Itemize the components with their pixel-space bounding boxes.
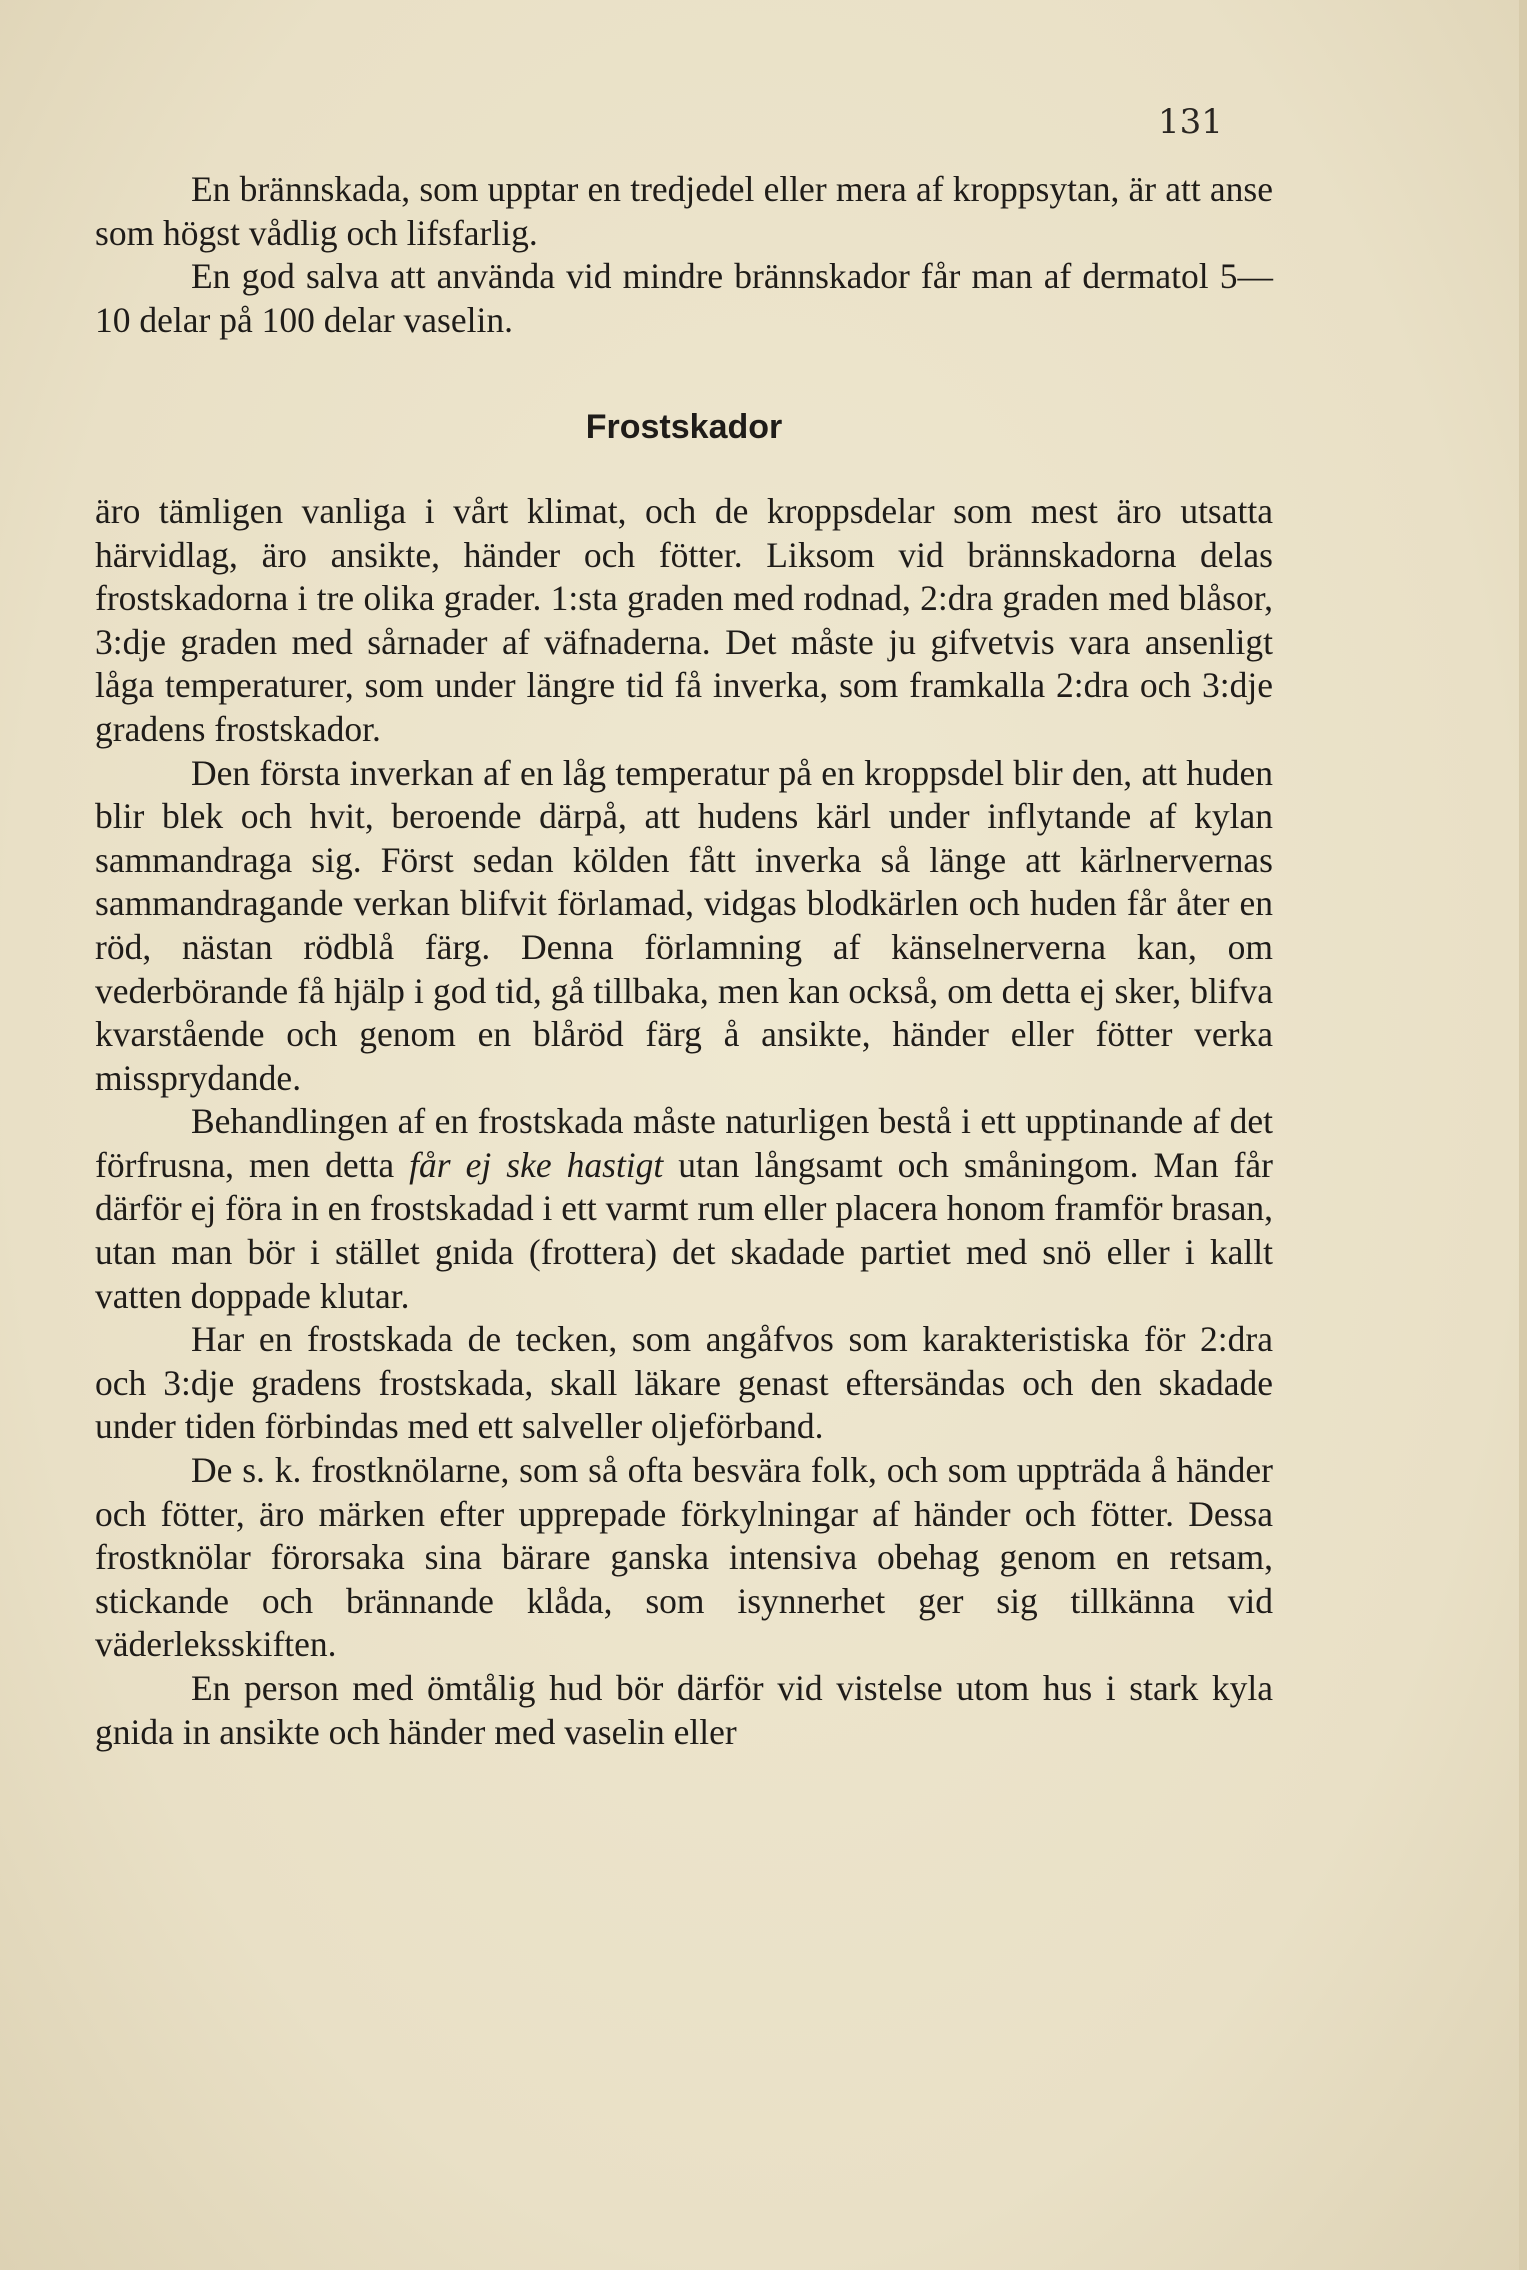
treatment-text-start: Behandlingen af en frostskada måste naturligen bestå i ett upptinande af det förfrusna, men detta bbox=[95, 1101, 1273, 1185]
page-body bbox=[95, 168, 1273, 1754]
paragraph-frostbite-intro: äro tämligen vanliga i vårt klimat, och de kroppsdelar som mest äro utsatta härvidlag, äro ansikte, händer och fötter. Liksom vid brännskadorna delas frostskadorna i tre olika grader. 1:sta graden med rodnad, 2:dra graden med blåsor, 3:dje graden med sårnader af väfnaderna. Det måste ju gifvetvis vara ansenligt låga temperaturer, som under längre tid få inverka, som framkalla 2:dra och 3:dje gradens frostskador. bbox=[95, 490, 1273, 749]
treatment-emphasis: får ej ske hastigt bbox=[409, 1144, 664, 1185]
paragraph-treatment bbox=[95, 1100, 1273, 1318]
paragraph-salve: En god salva att använda vid mindre brännskador får man af dermatol 5—10 delar på 100 delar vaselin. bbox=[95, 256, 1273, 340]
paragraph-first-effect: Den första inverkan af en låg temperatur på en kroppsdel blir den, att huden blir blek och hvit, beroende därpå, att hudens kärl under inflytande af kylan sammandraga sig. Först sedan kölden fått inverka så länge att kärlnervernas sammandragande verkan blifvit förlamad, vidgas blodkärlen och huden får åter en röd, nästan rödblå färg. Denna förlamning af känselnerverna kan, om vederbörande få hjälp i god tid, gå tillbaka, men kan också, om detta ej sker, blifva kvarstående och genom en blåröd färg å ansikte, händer eller fötter verka missprydande. bbox=[95, 752, 1273, 1098]
paragraph-doctor: Har en frostskada de tecken, som angåfvos som karakteristiska för 2:dra och 3:dje gradens frostskada, skall läkare genast eftersändas och den skadade under tiden förbindas med ett salveller oljeförband. bbox=[95, 1319, 1273, 1447]
paragraph-chilblains: De s. k. frostknölarne, som så ofta besvära folk, och som uppträda å händer och fötter, äro märken efter upprepade förkylningar af händer och fötter. Dessa frostknölar förorsaka sina bärare ganska intensiva obehag genom en retsam, stickande och brännande klåda, som isynnerhet ger sig tillkänna vid väderleksskiften. bbox=[95, 1450, 1273, 1665]
page-edge bbox=[1519, 0, 1527, 2270]
treatment-text-end: utan långsamt och småningom. Man får därför ej föra in en frostskadad i ett varmt rum eller placera honom framför brasan, utan man bör i stället gnida (frottera) det skadade partiet med snö eller i kallt vatten doppade klutar. bbox=[95, 1144, 1273, 1316]
page-number: 131 bbox=[1158, 102, 1223, 142]
paragraph-burn-severity: En brännskada, som upptar en tredjedel eller mera af kroppsytan, är att anse som högst vådlig och lifsfarlig. bbox=[95, 169, 1273, 253]
paragraph-prevention: En person med ömtålig hud bör därför vid vistelse utom hus i stark kyla gnida in ansikte och händer med vaselin eller bbox=[95, 1668, 1273, 1752]
section-heading: Frostskador bbox=[585, 408, 783, 447]
